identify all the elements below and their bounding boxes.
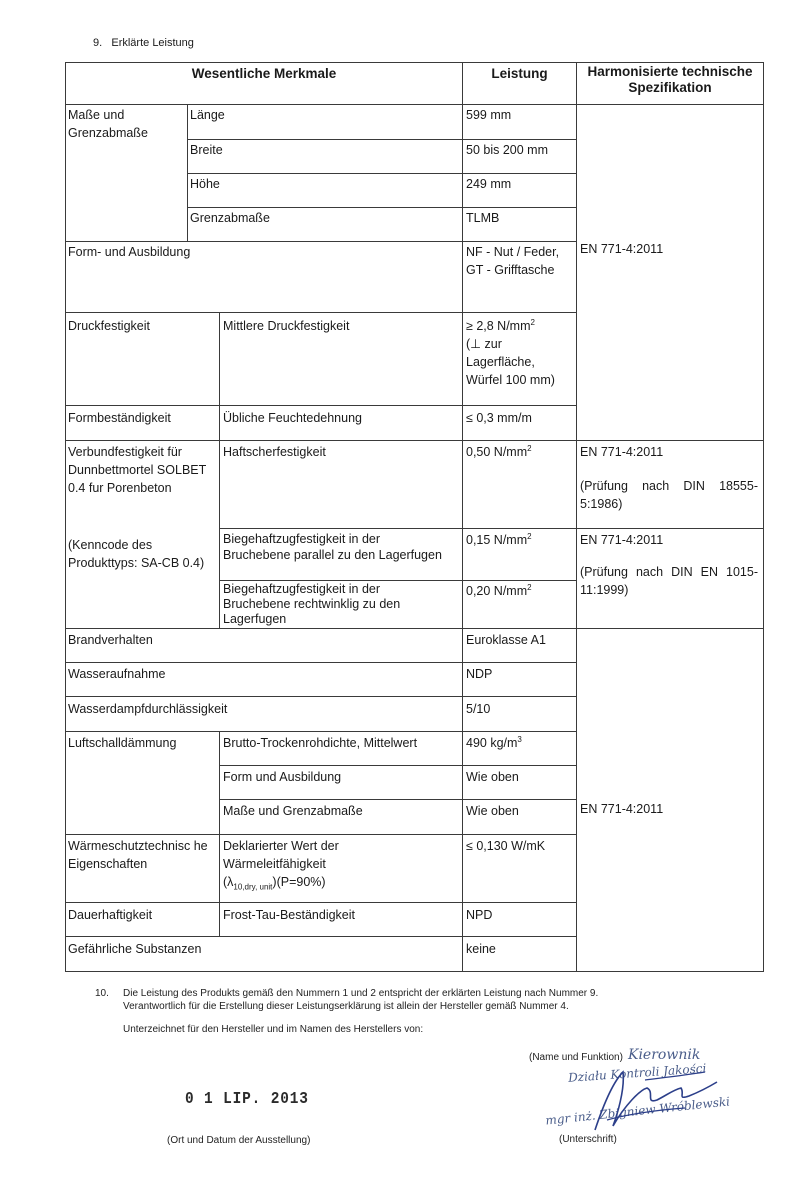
thermal-label: Wärmeschutztechnisc he Eigenschaften xyxy=(68,839,208,871)
sound-form-value: Wie oben xyxy=(466,770,519,784)
flex-spec: EN 771-4:2011 xyxy=(580,533,664,547)
issue-date-stamp: 0 1 LIP. 2013 xyxy=(185,1090,309,1109)
tolerance-label: Grenzabmaße xyxy=(190,211,270,225)
tolerance-value: TLMB xyxy=(466,211,500,225)
stability-label: Formbeständigkeit xyxy=(68,411,171,425)
dimensions-label: Maße und Grenzabmaße xyxy=(68,108,148,140)
stability-value: ≤ 0,3 mm/m xyxy=(466,411,532,425)
length-value: 599 mm xyxy=(466,108,512,122)
flex-spec-note: (Prüfung nach DIN EN 1015-11:1999) xyxy=(580,565,758,597)
section-10-number: 10. xyxy=(95,988,109,999)
sound-form-label: Form und Ausbildung xyxy=(223,770,342,784)
spec-lower: EN 771-4:2011 xyxy=(580,802,664,816)
place-date-label: (Ort und Datum der Ausstellung) xyxy=(167,1135,311,1146)
shear-spec-note: (Prüfung nach DIN 18555-5:1986) xyxy=(580,479,758,511)
vapour-value: 5/10 xyxy=(466,702,491,716)
flex1-label: Biegehaftzugfestigkeit in der Bruchebene parallel zu den Lagerfugen xyxy=(223,532,442,562)
water-label: Wasseraufnahme xyxy=(68,667,166,681)
signature-label: (Unterschrift) xyxy=(559,1134,617,1145)
header-performance: Leistung xyxy=(491,66,548,81)
flex1-value: 0,15 $N/mm^2$ xyxy=(466,531,532,547)
section-9-number: 9. xyxy=(93,37,103,49)
durability-value: NPD xyxy=(466,908,493,922)
section-10-text-1: Die Leistung des Produkts gemäß den Nummern 1 und 2 entspricht der erklärten Leistung nach Nummer 9. xyxy=(123,988,599,999)
signed-on-behalf: Unterzeichnet für den Hersteller und im Namen des Herstellers von: xyxy=(123,1024,424,1035)
thermal-value: ≤ 0,130 W/mK xyxy=(466,839,546,853)
compressive-sub: Mittlere Druckfestigkeit xyxy=(223,319,350,333)
density-value: 490 $kg/m^3$ xyxy=(466,734,522,750)
compressive-value: ≥ 2,8 $N/mm^2$ (⊥ zur Lagerfläche, Würfel 100 mm) xyxy=(466,317,555,387)
vapour-label: Wasserdampfdurchlässigkeit xyxy=(68,702,228,716)
hazardous-label: Gefährliche Substanzen xyxy=(68,942,202,956)
shear-label: Haftscherfestigkeit xyxy=(223,445,326,459)
header-specification: Harmonisierte technische Spezifikation xyxy=(587,64,753,95)
stamp-name: mgr inż. Zbigniew Wróblewski xyxy=(544,1094,731,1128)
stamp-title: Kierownik xyxy=(628,1047,701,1063)
thermal-sub: Deklarierter Wert der Wärmeleitfähigkeit $(\lambda_{10,dry, unit})(P=90\%)$ xyxy=(223,839,339,892)
spec-main: EN 771-4:2011 xyxy=(580,242,664,256)
fire-label: Brandverhalten xyxy=(68,633,153,647)
sound-dim-value: Wie oben xyxy=(466,804,519,818)
flex2-label: Biegehaftzugfestigkeit in der Bruchebene rechtwinklig zu den Lagerfugen xyxy=(223,582,401,626)
sound-dim-label: Maße und Grenzabmaße xyxy=(223,804,363,818)
name-function-label: (Name und Funktion) xyxy=(529,1052,623,1063)
bond-code: (Kenncode des Produkttyps: SA-CB 0.4) xyxy=(68,538,205,570)
shear-spec: EN 771-4:2011 xyxy=(580,445,664,459)
section-9-title: Erklärte Leistung xyxy=(111,37,194,49)
shear-value: 0,50 $N/mm^2$ xyxy=(466,443,532,459)
height-value: 249 mm xyxy=(466,177,512,191)
density-label: Brutto-Trockenrohdichte, Mittelwert xyxy=(223,736,418,750)
section-10-text-2: Verantwortlich für die Erstellung dieser Leistungserklärung ist allein der Hersteller gemäß Nummer 4. xyxy=(123,1001,569,1012)
width-value: 50 bis 200 mm xyxy=(466,143,548,157)
flex2-value: 0,20 $N/mm^2$ xyxy=(466,582,532,598)
durability-label: Dauerhaftigkeit xyxy=(68,908,153,922)
hazardous-value: keine xyxy=(466,942,496,956)
compressive-label: Druckfestigkeit xyxy=(68,319,150,333)
durability-sub: Frost-Tau-Beständigkeit xyxy=(223,908,356,922)
header-characteristics: Wesentliche Merkmale xyxy=(191,66,337,81)
stability-sub: Übliche Feuchtedehnung xyxy=(223,411,362,425)
sound-label: Luftschalldämmung xyxy=(68,736,177,750)
width-label: Breite xyxy=(190,143,223,157)
water-value: NDP xyxy=(466,667,493,681)
fire-value: Euroklasse A1 xyxy=(466,633,546,647)
form-label: Form- und Ausbildung xyxy=(68,245,191,259)
handwritten-signature xyxy=(585,1060,730,1140)
bond-label: Verbundfestigkeit für Dunnbettmortel SOLBET 0.4 fur Porenbeton xyxy=(68,445,207,495)
stamp-department: Działu Kontroli Jakości xyxy=(567,1061,707,1085)
form-value: NF - Nut / Feder, GT - Grifftasche xyxy=(466,245,560,277)
height-label: Höhe xyxy=(190,177,220,191)
length-label: Länge xyxy=(190,108,225,122)
